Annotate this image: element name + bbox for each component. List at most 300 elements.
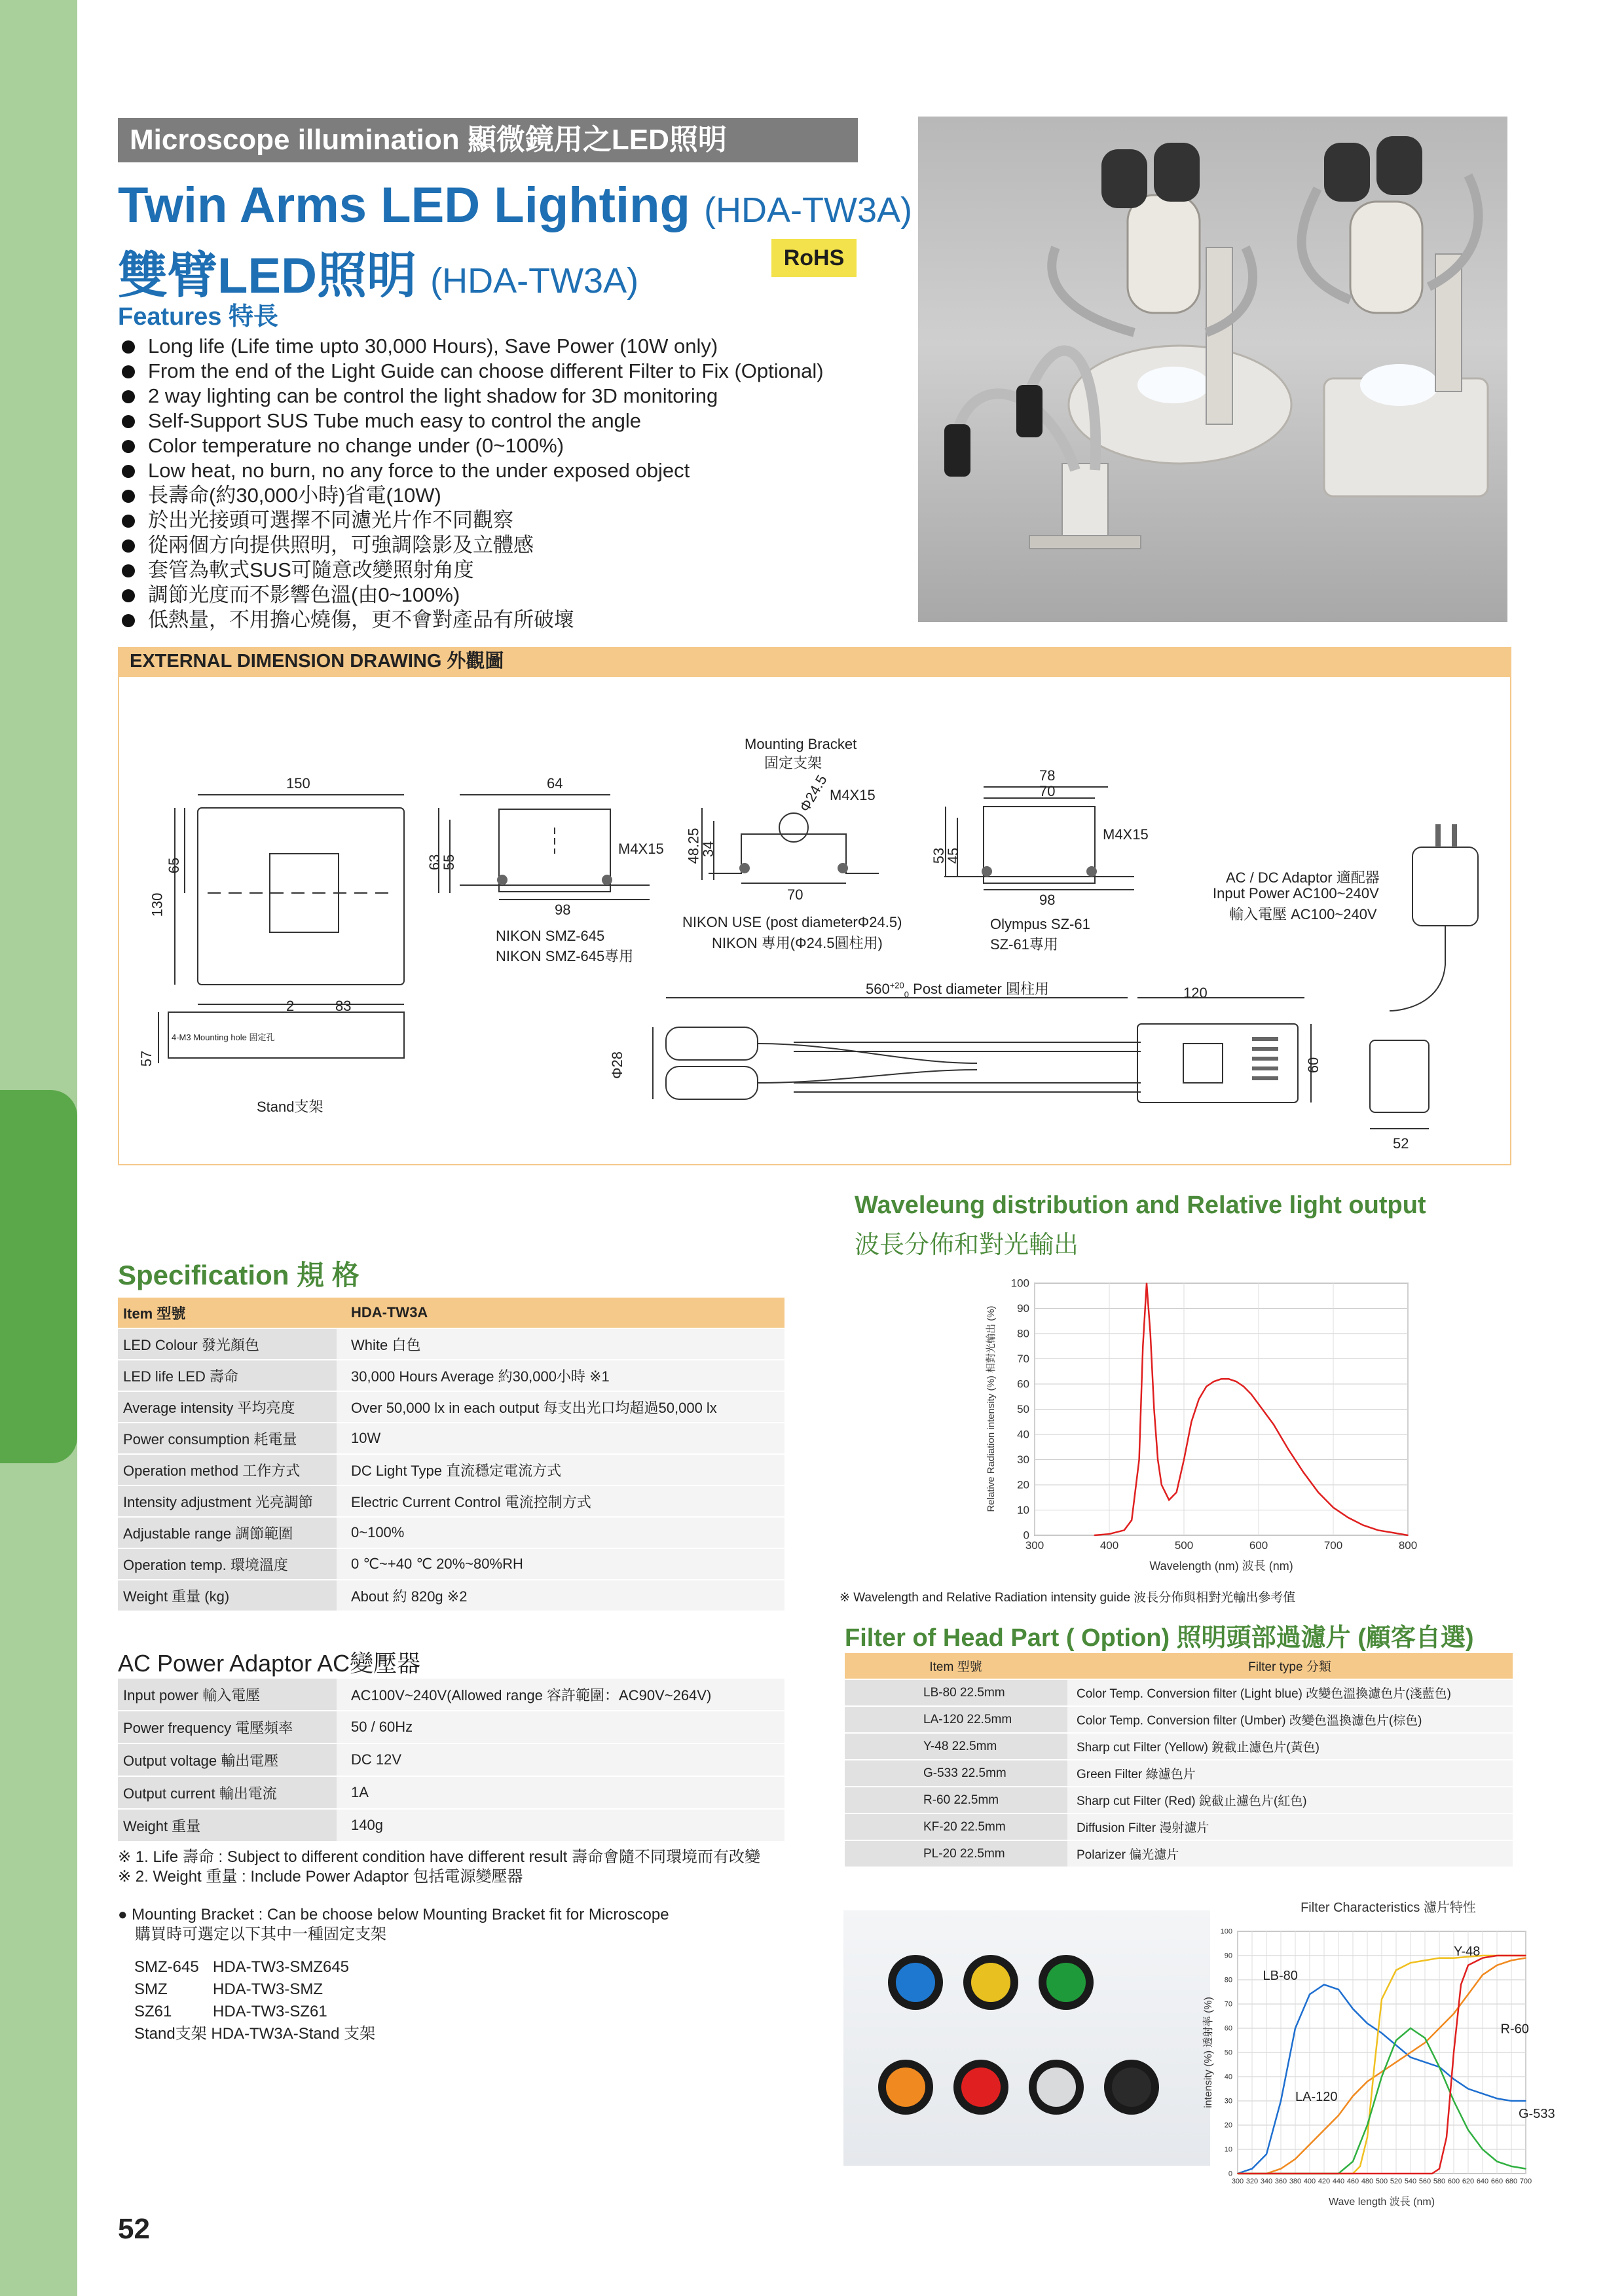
title-zh-text: 雙臂LED照明 (118, 248, 416, 304)
data-point (1374, 2064, 1375, 2066)
data-point (1146, 1283, 1147, 1284)
data-point (1258, 1404, 1259, 1405)
x-tick-label: 700 (1323, 1539, 1343, 1552)
feature-item: 從兩個方向提供照明，可強調陰影及立體感 (118, 533, 904, 558)
data-point (1407, 1535, 1409, 1536)
spec-value: 10W (337, 1423, 784, 1454)
data-point (1395, 2045, 1397, 2046)
data-point (1496, 2098, 1498, 2100)
wave-note: ※ Wavelength and Relative Radiation intensity guide 波長分佈與相對光輸出參考值 (840, 1591, 1296, 1605)
nikon-use-label: NIKON USE (post diameterΦ24.5) (682, 914, 902, 930)
dim-side-width: 52 (1393, 1135, 1409, 1152)
data-point (1453, 2079, 1454, 2080)
data-point (1482, 2149, 1483, 2150)
table-row (845, 1679, 1513, 1706)
filter-item: KF-20 22.5mm (845, 1813, 1067, 1840)
data-point (1213, 1381, 1215, 1382)
x-tick-label: 300 (1231, 2178, 1244, 2185)
data-point (1511, 2166, 1512, 2167)
spec-label: Adjustable range 調節範圍 (118, 1517, 337, 1548)
data-point (1392, 1532, 1393, 1533)
data-point (1273, 1424, 1274, 1425)
feature-item: Long life (Life time upto 30,000 Hours), Save Power (10W only) (118, 334, 904, 359)
data-point (1288, 1449, 1289, 1450)
x-tick-label: 440 (1332, 2178, 1345, 2185)
title-en-text: Twin Arms LED Lighting (118, 177, 690, 233)
adaptor-label: AC / DC Adaptor 適配器 (1226, 869, 1380, 886)
mounting-bracket-note (118, 1905, 669, 1944)
filter-item: R-60 22.5mm (845, 1787, 1067, 1813)
dim-oly-base: 98 (1039, 892, 1056, 908)
data-point (1359, 2166, 1361, 2167)
feature-item: 低熱量，不用擔心燒傷，更不會對產品有所破壞 (118, 608, 904, 632)
mount-val: HDA-TW3-SMZ (213, 1980, 323, 1998)
x-tick-label: 480 (1361, 2178, 1374, 2185)
spec-label: Operation temp. 環境溫度 (118, 1548, 337, 1580)
data-point (1496, 2161, 1498, 2162)
x-tick-label: 640 (1476, 2178, 1489, 2185)
section-banner: Microscope illumination 顯微鏡用之LED照明 (118, 118, 858, 162)
y-tick-label: 20 (1224, 2121, 1232, 2130)
data-point (1467, 2130, 1469, 2131)
table-row (118, 1298, 784, 1328)
table-row (845, 1840, 1513, 1867)
data-point (1395, 2040, 1397, 2041)
filter-type: Polarizer 偏光濾片 (1067, 1840, 1513, 1867)
filter-disc (886, 2068, 925, 2107)
guide-post-label: Post diameter 圓柱用 (913, 981, 1049, 997)
acp-value: 140g (337, 1809, 784, 1842)
x-tick-label: 800 (1398, 1539, 1418, 1552)
guide-tol-bot: 0 (904, 989, 910, 1000)
y-axis-label: intensity (%) 透射率 (%) (1203, 1997, 1214, 2108)
filter-type: Green Filter 綠濾色片 (1067, 1760, 1513, 1787)
y-axis-label: Relative Radiation intensity (%) 相對光輸出 (%) (986, 1305, 997, 1512)
data-point (1198, 1398, 1200, 1400)
dim-stand-inner: 65 (166, 857, 183, 874)
data-point (1410, 1962, 1411, 1963)
data-point (1280, 2100, 1282, 2102)
data-point (1352, 2161, 1354, 2162)
dim-stand-thick: 57 (138, 1050, 155, 1067)
oly-label-zh: SZ-61專用 (990, 936, 1058, 953)
y-tick-label: 60 (1224, 2024, 1232, 2033)
data-point (1323, 2130, 1325, 2131)
feature-item: Self-Support SUS Tube much easy to control the angle (118, 409, 904, 433)
data-point (1367, 2124, 1368, 2126)
y-tick-label: 0 (1023, 1529, 1029, 1542)
mounting-list (134, 1956, 375, 2045)
data-point (1367, 2081, 1368, 2083)
series-label: LA-120 (1295, 2090, 1338, 2104)
data-point (1251, 2168, 1253, 2170)
data-point (1511, 2100, 1512, 2102)
x-tick-label: 320 (1246, 2178, 1259, 2185)
table-row (845, 1653, 1513, 1679)
product-photo (918, 117, 1507, 622)
data-point (1446, 2137, 1447, 2138)
y-tick-label: 0 (1228, 2170, 1232, 2178)
data-point (1309, 1994, 1310, 1995)
filter-heading: Filter of Head Part ( Option) 照明頭部過濾片 (顧客自選) (845, 1624, 1474, 1652)
spec-value: Over 50,000 lx in each output 每支出光口均超過50,000 lx (337, 1391, 784, 1423)
acp-value: DC 12V (337, 1743, 784, 1776)
data-point (1453, 2013, 1454, 2014)
list-item (134, 2001, 375, 2023)
table-row (845, 1706, 1513, 1733)
filter-item: Y-48 22.5mm (845, 1733, 1067, 1760)
y-tick-label: 10 (1017, 1504, 1029, 1517)
spec-label: Average intensity 平均亮度 (118, 1391, 337, 1423)
x-tick-label: 340 (1260, 2178, 1273, 2185)
filter-type: Sharp cut Filter (Yellow) 銳截止濾色片(黃色) (1067, 1733, 1513, 1760)
x-tick-label: 500 (1375, 2178, 1388, 2185)
x-tick-label: 660 (1490, 2178, 1504, 2185)
x-tick-label: 380 (1289, 2178, 1302, 2185)
dim-smz-h1: 63 (426, 854, 443, 871)
dim-smz-h2: 55 (441, 854, 458, 871)
dim-nikon-base: 70 (787, 886, 803, 903)
data-point (1236, 1381, 1237, 1382)
spec-value: White 白色 (337, 1328, 784, 1360)
data-point (1338, 1989, 1339, 1990)
table-row (118, 1809, 784, 1842)
series-label: Y-48 (1454, 1944, 1481, 1959)
data-point (1094, 1535, 1095, 1536)
data-point (1352, 2009, 1354, 2010)
data-point (1467, 1965, 1469, 1966)
data-point (1338, 2115, 1339, 2116)
data-point (1525, 2168, 1526, 2170)
table-row (118, 1548, 784, 1580)
data-point (1266, 2154, 1267, 2155)
features-list (118, 334, 904, 632)
table-row (118, 1485, 784, 1517)
dim-smz-screw: M4X15 (618, 841, 664, 857)
dim-oly-w1: 78 (1039, 767, 1056, 784)
data-point (1154, 1409, 1155, 1410)
y-tick-label: 10 (1224, 2145, 1232, 2154)
data-point (1143, 1345, 1144, 1347)
data-point (1109, 1533, 1110, 1535)
filter-item: G-533 22.5mm (845, 1760, 1067, 1787)
filter-chart-grid (1238, 1931, 1526, 2174)
ext-drawing-heading: EXTERNAL DIMENSION DRAWING 外觀圖 (118, 647, 1511, 676)
x-tick-label: 600 (1447, 2178, 1460, 2185)
data-point (1511, 1960, 1512, 1961)
spec-label: Operation method 工作方式 (118, 1454, 337, 1485)
y-tick-label: 40 (1224, 2073, 1232, 2081)
data-point (1183, 1459, 1185, 1461)
spec-label: Weight 重量 (kg) (118, 1580, 337, 1611)
data-point (1482, 2093, 1483, 2094)
spec-label: LED Colour 發光顏色 (118, 1328, 337, 1360)
spec-label: LED life LED 壽命 (118, 1360, 337, 1391)
x-tick-label: 520 (1390, 2178, 1403, 2185)
spec-table (118, 1298, 784, 1612)
data-point (1191, 1421, 1192, 1423)
table-row (118, 1328, 784, 1360)
data-point (1318, 1492, 1319, 1493)
y-tick-label: 70 (1224, 2000, 1232, 2009)
data-point (1439, 2066, 1440, 2068)
table-row (118, 1423, 784, 1454)
table-row (118, 1711, 784, 1743)
footnote: ※ 1. Life 壽命 : Subject to different condition have different result 壽命會隨不同環境而有改變 (118, 1848, 760, 1866)
y-tick-label: 100 (1010, 1277, 1029, 1290)
table-row (118, 1580, 784, 1611)
data-point (1280, 2168, 1282, 2170)
y-tick-label: 50 (1224, 2049, 1232, 2057)
filter-disc (971, 1963, 1010, 2002)
bracket-title: Mounting Bracket (745, 736, 857, 752)
mount-key: SZ61 (134, 2003, 172, 2020)
ext-drawing-box (118, 676, 1511, 1165)
x-tick-label: 680 (1505, 2178, 1518, 2185)
dim-stand-height: 130 (149, 892, 166, 917)
mount-key: SMZ-645 (134, 1958, 199, 1976)
data-point (1467, 2088, 1469, 2090)
data-point (1309, 2144, 1310, 2145)
section-tab (0, 1090, 77, 1463)
x-tick-label: 620 (1462, 2178, 1475, 2185)
bracket-title-zh: 固定支架 (764, 755, 822, 771)
data-point (1439, 2168, 1440, 2170)
feature-item: 於出光接頭可選擇不同濾光片作不同觀察 (118, 508, 904, 533)
data-point (1363, 1525, 1364, 1526)
wave-chart-grid (1035, 1283, 1408, 1535)
data-point (1381, 2076, 1382, 2077)
x-tick-label: 400 (1099, 1539, 1119, 1552)
x-tick-label: 580 (1433, 2178, 1446, 2185)
data-point (1150, 1333, 1151, 1334)
series-label: R-60 (1500, 2022, 1529, 2037)
data-point (1206, 1386, 1207, 1387)
spec-value: 30,000 Hours Average 約30,000小時 ※1 (337, 1360, 784, 1391)
data-point (1295, 2028, 1296, 2029)
y-tick-label: 70 (1017, 1353, 1029, 1366)
x-tick-label: 540 (1404, 2178, 1417, 2185)
data-point (1424, 2037, 1426, 2039)
dim-oly-h2: 45 (945, 847, 962, 864)
table-row (845, 1813, 1513, 1840)
filter-disc (961, 2068, 1001, 2107)
feature-item: 套管為軟式SUS可隨意改變照射角度 (118, 558, 904, 583)
x-tick-label: 300 (1025, 1539, 1044, 1552)
data-point (1482, 1958, 1483, 1959)
title-model-zh: (HDA-TW3A) (430, 261, 639, 301)
data-point (1221, 1379, 1222, 1380)
data-point (1124, 1530, 1125, 1531)
spec-label: Item 型號 (118, 1298, 337, 1328)
dim-stand-depth: 2 (286, 998, 295, 1014)
list-item (134, 2023, 375, 2045)
table-row (118, 1679, 784, 1711)
filter-photo (843, 1910, 1210, 2166)
y-tick-label: 80 (1017, 1327, 1029, 1340)
product-photo-illustration (918, 117, 1507, 622)
mount-val: HDA-TW3-SMZ645 (213, 1958, 350, 1976)
x-tick-label: 700 (1519, 2178, 1532, 2185)
spec-value: 0 ℃~+40 ℃ 20%~80%RH (337, 1548, 784, 1580)
table-row (118, 1517, 784, 1548)
data-point (1157, 1459, 1158, 1461)
data-point (1482, 1975, 1483, 1976)
smz-label: NIKON SMZ-645 (496, 928, 605, 944)
data-point (1453, 2052, 1454, 2053)
filter-disc (1112, 2068, 1151, 2107)
wave-chart (969, 1270, 1428, 1578)
data-point (1228, 1379, 1230, 1380)
table-row (845, 1760, 1513, 1787)
data-point (1496, 1955, 1498, 1956)
data-point (1410, 2057, 1411, 2058)
filter-col-item: Item 型號 (845, 1653, 1067, 1679)
dim-nikon-dia: Φ24.5 (796, 772, 830, 815)
data-point (1525, 1958, 1526, 1959)
table-row (118, 1360, 784, 1391)
page-number: 52 (118, 2213, 150, 2245)
guide-length-value: 560 (866, 981, 890, 997)
filter-item: LA-120 22.5mm (845, 1706, 1067, 1733)
data-point (1381, 1999, 1382, 2000)
data-point (1323, 1984, 1325, 1986)
acp-table (118, 1679, 784, 1842)
rohs-badge: RoHS (771, 239, 857, 277)
feature-item: 調節光度而不影響色溫(由0~100%) (118, 583, 904, 608)
acp-value: 50 / 60Hz (337, 1711, 784, 1743)
nikon-use-label-zh: NIKON 專用(Φ24.5圓柱用) (712, 935, 883, 951)
oly-label: Olympus SZ-61 (990, 916, 1090, 932)
data-point (1525, 2100, 1526, 2102)
feature-item: 2 way lighting can be control the light shadow for 3D monitoring (118, 384, 904, 409)
dim-nikon-h1: 48.25 (685, 828, 702, 864)
x-tick-label: 420 (1318, 2178, 1331, 2185)
y-tick-label: 90 (1017, 1302, 1029, 1315)
data-point (1168, 1499, 1170, 1501)
dim-box-height: 60 (1305, 1057, 1322, 1074)
data-point (1381, 2033, 1382, 2034)
title-model: (HDA-TW3A) (704, 191, 913, 230)
y-tick-label: 90 (1224, 1952, 1232, 1960)
filter-type: Color Temp. Conversion filter (Umber) 改變色溫換濾色片(棕色) (1067, 1706, 1513, 1733)
x-axis-label: Wave length 波長 (nm) (1328, 2196, 1435, 2208)
footnote: ※ 2. Weight 重量 : Include Power Adaptor 包括電源變壓器 (118, 1868, 523, 1886)
x-axis-label: Wavelength (nm) 波長 (nm) (1149, 1559, 1293, 1573)
acp-value: 1A (337, 1776, 784, 1809)
data-point (1525, 1955, 1526, 1956)
y-tick-label: 20 (1017, 1478, 1029, 1491)
mounting-line-zh: 購買時可選定以下其中一種固定支架 (135, 1925, 386, 1943)
data-point (1333, 1507, 1334, 1508)
x-tick-label: 400 (1303, 2178, 1316, 2185)
mount-val: HDA-TW3-SZ61 (213, 2003, 327, 2020)
series-label: G-533 (1519, 2106, 1555, 2121)
dim-smz-base: 98 (555, 902, 571, 918)
data-point (1410, 2052, 1411, 2053)
acp-label: Output voltage 輸出電壓 (118, 1743, 337, 1776)
x-tick-label: 600 (1249, 1539, 1268, 1552)
list-item (134, 1978, 375, 2001)
dim-box-width: 120 (1183, 985, 1208, 1001)
table-row (118, 1776, 784, 1809)
mount-val: HDA-TW3A-Stand 支架 (211, 2025, 376, 2043)
data-point (1453, 2100, 1454, 2102)
filter-chart (1192, 1886, 1555, 2213)
stand-label: Stand支架 (257, 1099, 323, 1115)
data-point (1243, 1386, 1244, 1387)
y-tick-label: 100 (1220, 1927, 1232, 1936)
features-heading: Features 特長 (118, 303, 278, 331)
table-row (845, 1787, 1513, 1813)
spec-value: HDA-TW3A (337, 1298, 784, 1328)
acp-heading: AC Power Adaptor AC變壓器 (118, 1650, 421, 1677)
data-point (1303, 1472, 1304, 1473)
spec-value: DC Light Type 直流穩定電流方式 (337, 1454, 784, 1485)
filter-type: Color Temp. Conversion filter (Light blue) 改變色溫換濾色片(淺藍色) (1067, 1679, 1513, 1706)
acp-label: Input power 輸入電壓 (118, 1679, 337, 1711)
filter-disc (1046, 1963, 1086, 2002)
list-item (134, 1956, 375, 1978)
wave-title-zh: 波長分佈和對光輸出 (855, 1231, 1079, 1259)
dim-smz-width: 64 (547, 775, 563, 792)
y-tick-label: 60 (1017, 1377, 1029, 1391)
acp-value: AC100V~240V(Allowed range 容許範圍：AC90V~264V) (337, 1679, 784, 1711)
data-point (1395, 2062, 1397, 2063)
table-row (845, 1733, 1513, 1760)
filter-col-type: Filter type 分類 (1067, 1653, 1513, 1679)
dim-guide-dia: Φ28 (609, 1051, 626, 1080)
data-point (1378, 1530, 1379, 1531)
data-point (1348, 1517, 1349, 1518)
spec-heading: Specification 規 格 (118, 1260, 360, 1290)
dim-stand-hole: 4-M3 Mounting hole 固定孔 (172, 1032, 275, 1042)
mount-key: Stand支架 (134, 2025, 207, 2043)
data-point (1482, 1955, 1483, 1956)
data-point (1161, 1484, 1162, 1485)
y-tick-label: 40 (1017, 1428, 1029, 1441)
acp-label: Power frequency 電壓頻率 (118, 1711, 337, 1743)
chart-title: Filter Characteristics 濾片特性 (1301, 1901, 1476, 1915)
spec-value: About 約 820g ※2 (337, 1580, 784, 1611)
x-tick-label: 360 (1274, 2178, 1287, 2185)
dim-stand-width: 150 (286, 775, 310, 792)
data-point (1131, 1520, 1132, 1521)
y-tick-label: 30 (1017, 1453, 1029, 1467)
filter-type: Diffusion Filter 漫射濾片 (1067, 1813, 1513, 1840)
data-point (1467, 1994, 1469, 1995)
mount-key: SMZ (134, 1980, 168, 1998)
adaptor-input-zh: 輸入電壓 AC100~240V (1229, 906, 1377, 922)
data-point (1295, 2159, 1296, 2160)
dim-nikon-h2: 34 (700, 841, 717, 858)
dim-oly-h1: 53 (931, 847, 948, 864)
data-point (1139, 1459, 1140, 1461)
x-tick-label: 560 (1418, 2178, 1431, 2185)
data-point (1439, 2028, 1440, 2029)
table-row (118, 1391, 784, 1423)
guide-tol-top: +20 (889, 980, 904, 991)
table-row (118, 1454, 784, 1485)
spec-value: 0~100% (337, 1517, 784, 1548)
filter-disc (896, 1963, 935, 2002)
data-point (1410, 2028, 1411, 2029)
adaptor-input: Input Power AC100~240V (1213, 885, 1379, 902)
mounting-line: ● Mounting Bracket : Can be choose below Mounting Bracket fit for Microscope (118, 1906, 669, 1923)
feature-item: Color temperature no change under (0~100%) (118, 433, 904, 458)
data-point (1251, 1394, 1252, 1395)
data-point (1439, 1958, 1440, 1959)
